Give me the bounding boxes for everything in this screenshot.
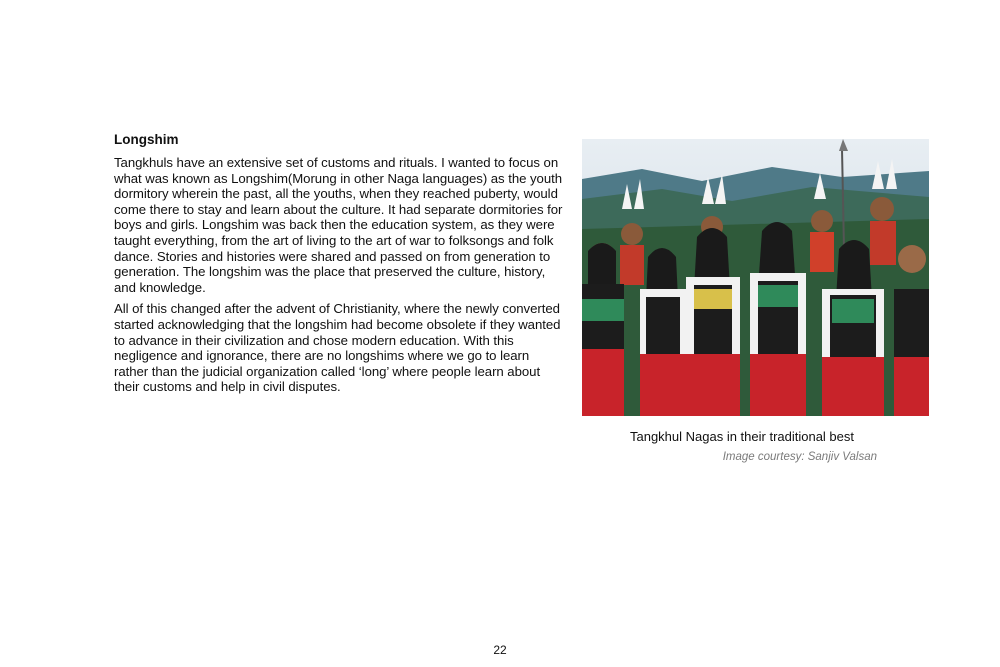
tangkhul-photo xyxy=(582,139,929,416)
paragraph-1: Tangkhuls have an extensive set of customs and rituals. I wanted to focus on what was known as Longshim(Morung in other Naga languages) as the youth dormitory wherein the past, all the youths, when they reached puberty, would come there to stay and learn about the culture. It had separate dormitories for boys and girls. Longshim was back then the education system, as they were taught everything, from the art of living to the art of war to folksongs and folk dance. Stories and histories were shared and passed on from generation to generation. The longshim was the place that preserved the culture, history, and knowledge. xyxy=(114,155,563,295)
image-credit: Image courtesy: Sanjiv Valsan xyxy=(722,451,877,463)
page-number: 22 xyxy=(493,643,507,657)
photo-illustration xyxy=(582,139,929,416)
paragraph-2: All of this changed after the advent of Christianity, where the newly converted started acknowledging that the longshim had become obsolete if they wanted to advance in their civilization and chose modern education. With this negligence and ignorance, there are no longshims where we go to learn rather than the judicial organization called ‘long’ where people learn about their customs and help in civil disputes. xyxy=(114,301,561,395)
section-heading: Longshim xyxy=(114,132,179,147)
figure-caption: Tangkhul Nagas in their traditional best xyxy=(629,429,855,444)
article-text-column xyxy=(114,131,566,401)
